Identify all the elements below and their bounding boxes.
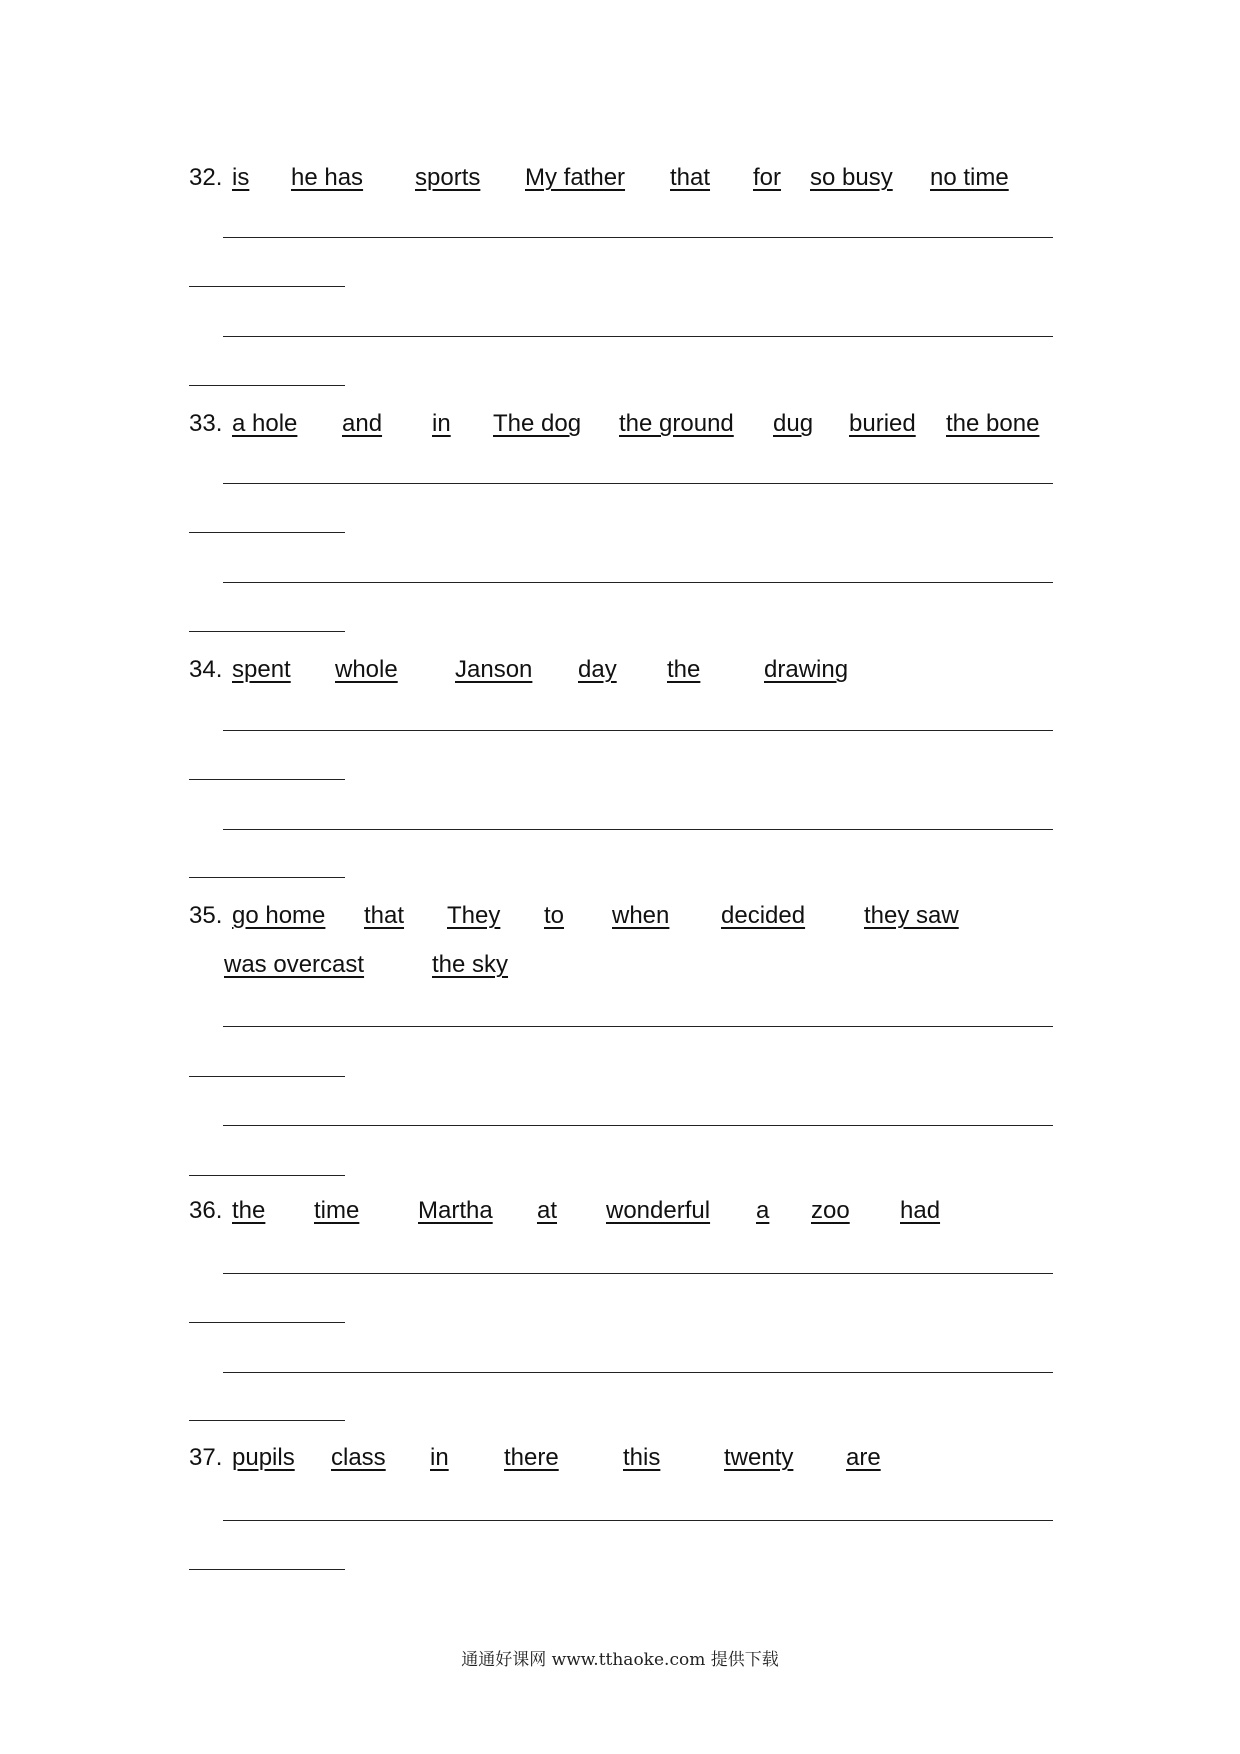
word-option: dug (773, 410, 814, 437)
word-option: the (667, 656, 701, 683)
answer-line[interactable] (223, 483, 1053, 484)
answer-line[interactable] (223, 1026, 1053, 1027)
word-option: the bone (946, 410, 1040, 437)
word-option: Martha (418, 1197, 493, 1224)
question-number: 32. (189, 164, 223, 191)
word-option: whole (335, 656, 398, 683)
word-option: time (314, 1197, 360, 1224)
question-number: 33. (189, 410, 223, 437)
word-option: go home (232, 902, 326, 929)
word-option: when (612, 902, 670, 929)
answer-line[interactable] (223, 1273, 1053, 1274)
question-number: 36. (189, 1197, 223, 1224)
word-option: they saw (864, 902, 959, 929)
answer-line-short (189, 631, 345, 632)
word-option: zoo (811, 1197, 850, 1224)
word-option: a (756, 1197, 770, 1224)
word-option: a hole (232, 410, 298, 437)
word-option: decided (721, 902, 806, 929)
answer-line[interactable] (223, 1372, 1053, 1373)
footer-credit: 通通好课网 www.tthaoke.com 提供下载 (461, 1650, 779, 1670)
answer-line-short (189, 1322, 345, 1323)
answer-line-short (189, 286, 345, 287)
word-option: pupils (232, 1444, 295, 1471)
word-option: is (232, 164, 250, 191)
question-number: 34. (189, 656, 223, 683)
answer-line[interactable] (223, 336, 1053, 337)
word-option: twenty (724, 1444, 794, 1471)
word-option: the (232, 1197, 266, 1224)
answer-line[interactable] (223, 582, 1053, 583)
word-option: They (447, 902, 501, 929)
word-option: spent (232, 656, 291, 683)
answer-line-short (189, 1175, 345, 1176)
answer-line[interactable] (223, 829, 1053, 830)
word-option: The dog (493, 410, 582, 437)
answer-line-short (189, 1569, 345, 1570)
word-option: Janson (455, 656, 533, 683)
answer-line-short (189, 1076, 345, 1077)
answer-line-short (189, 385, 345, 386)
word-option: the sky (432, 951, 509, 978)
word-option: drawing (764, 656, 849, 683)
word-option: there (504, 1444, 559, 1471)
answer-line-short (189, 779, 345, 780)
word-option: that (364, 902, 405, 929)
word-option: no time (930, 164, 1009, 191)
word-option: had (900, 1197, 941, 1224)
word-option: the ground (619, 410, 734, 437)
word-option: and (342, 410, 383, 437)
word-option: he has (291, 164, 364, 191)
word-option: My father (525, 164, 626, 191)
word-option: that (670, 164, 711, 191)
word-option: at (537, 1197, 558, 1224)
answer-line-short (189, 532, 345, 533)
answer-line[interactable] (223, 730, 1053, 731)
word-option: are (846, 1444, 881, 1471)
word-option: in (430, 1444, 449, 1471)
question-number: 37. (189, 1444, 223, 1471)
answer-line[interactable] (223, 1125, 1053, 1126)
word-option: to (544, 902, 565, 929)
word-option: sports (415, 164, 481, 191)
answer-line[interactable] (223, 237, 1053, 238)
word-option: buried (849, 410, 916, 437)
word-option: in (432, 410, 451, 437)
question-number: 35. (189, 902, 223, 929)
answer-line-short (189, 1420, 345, 1421)
word-option: for (753, 164, 782, 191)
answer-line-short (189, 877, 345, 878)
answer-line[interactable] (223, 1520, 1053, 1521)
word-option: class (331, 1444, 386, 1471)
word-option: wonderful (606, 1197, 711, 1224)
word-option: so busy (810, 164, 893, 191)
word-option: day (578, 656, 617, 683)
word-option: this (623, 1444, 661, 1471)
word-option: was overcast (224, 951, 365, 978)
